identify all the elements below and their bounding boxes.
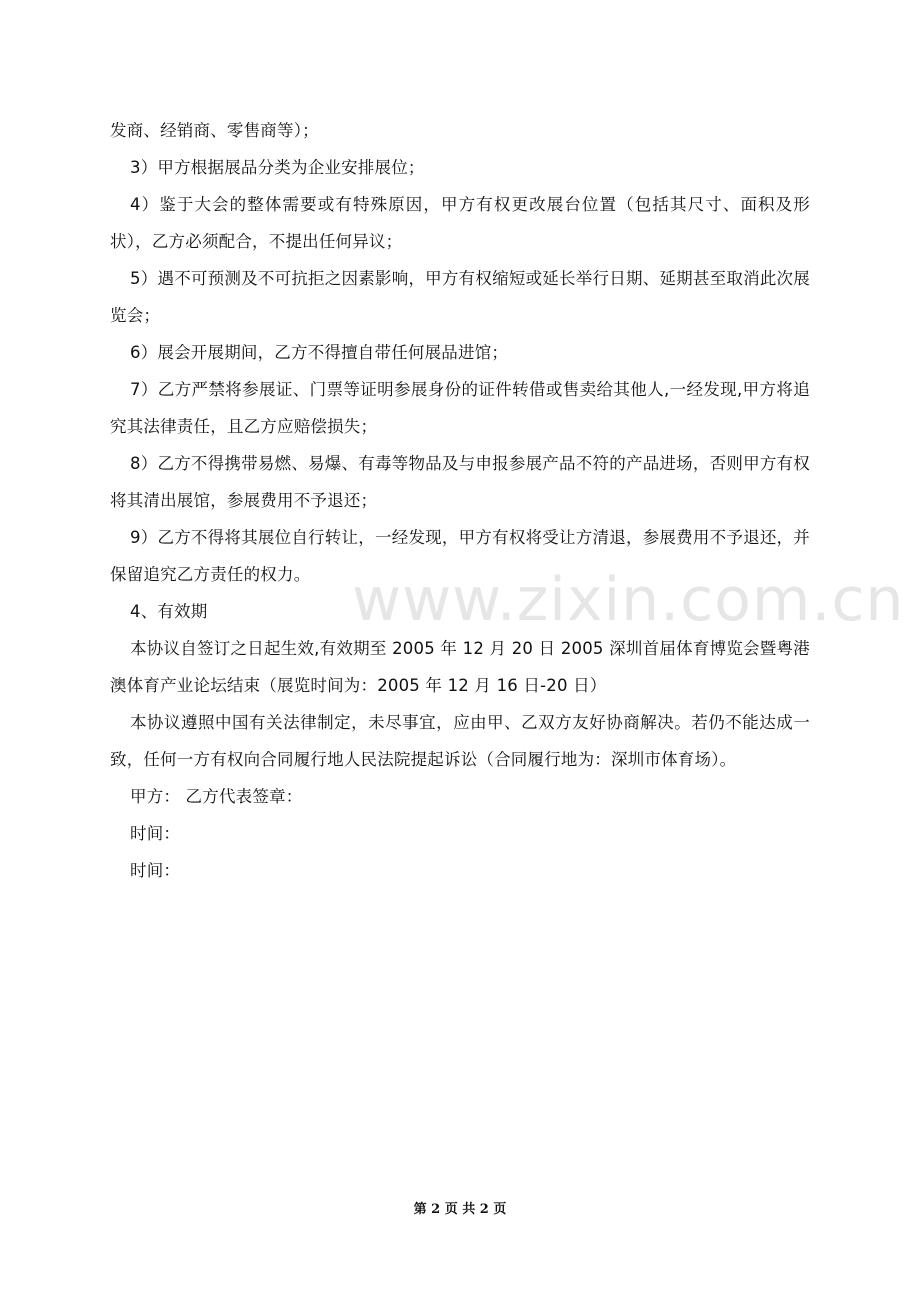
paragraph-law: 本协议遵照中国有关法律制定，未尽事宜，应由甲、乙双方友好协商解决。若仍不能达成一致，任何一方有权向合同履行地人民法院提起诉讼（合同履行地为：深圳市体育场）。 bbox=[110, 713, 810, 769]
paragraph-item-8: 8）乙方不得携带易燃、易爆、有毒等物品及与申报参展产品不符的产品进场，否则甲方有权将其清出展馆，参展费用不予退还； bbox=[110, 454, 810, 510]
watermark: www.zixin.com.cn bbox=[352, 565, 905, 635]
signature-line: 甲方： 乙方代表签章： bbox=[130, 787, 303, 806]
page-number: 第 2 页 共 2 页 bbox=[413, 1202, 507, 1217]
paragraph-validity: 本协议自签订之日起生效,有效期至 2005 年 12 月 20 日 2005 深圳首届体育博览会暨粤港澳体育产业论坛结束（展览时间为：2005 年 12 月 16 日-20 日） bbox=[110, 639, 810, 695]
paragraph-item-9: 9）乙方不得将其展位自行转让，一经发现，甲方有权将受让方清退，参展费用不予退还，并保留追究乙方责任的权力。 bbox=[110, 528, 810, 584]
paragraph-item-6: 6）展会开展期间，乙方不得擅自带任何展品进馆； bbox=[130, 343, 509, 362]
document-body bbox=[110, 112, 905, 889]
section-title-validity: 4、有效期 bbox=[130, 602, 208, 621]
paragraph-item-4: 4）鉴于大会的整体需要或有特殊原因，甲方有权更改展台位置（包括其尺寸、面积及形状），乙方必须配合，不提出任何异议； bbox=[110, 195, 810, 251]
paragraph-item-7: 7）乙方严禁将参展证、门票等证明参展身份的证件转借或售卖给其他人,一经发现,甲方将追究其法律责任，且乙方应赔偿损失； bbox=[110, 380, 810, 436]
time-line-1: 时间： bbox=[130, 824, 181, 843]
paragraph-item-3: 3）甲方根据展品分类为企业安排展位； bbox=[130, 158, 425, 177]
paragraph-line-1: 发商、经销商、零售商等）； bbox=[110, 121, 319, 140]
time-line-2: 时间： bbox=[130, 861, 181, 880]
paragraph-item-5: 5）遇不可预测及不可抗拒之因素影响，甲方有权缩短或延长举行日期、延期甚至取消此次展览会； bbox=[110, 269, 810, 325]
